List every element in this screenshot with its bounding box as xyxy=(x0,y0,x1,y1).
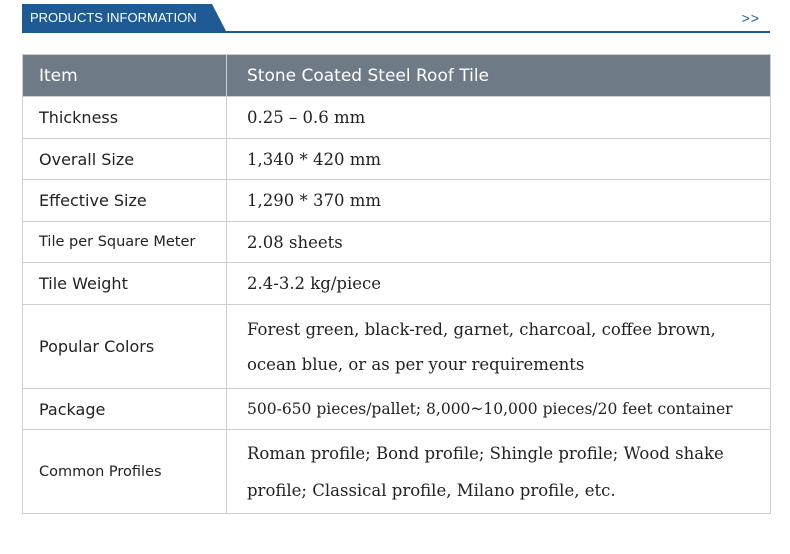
row-value: 500-650 pieces/pallet; 8,000~10,000 pieces/20 feet container xyxy=(227,389,771,430)
table-row xyxy=(23,263,771,305)
product-spec-table xyxy=(22,54,771,514)
more-link[interactable]: >> xyxy=(741,10,760,26)
row-value: 2.08 sheets xyxy=(227,222,771,263)
row-label: Popular Colors xyxy=(23,305,227,389)
row-value: 1,340 * 420 mm xyxy=(227,139,771,180)
table-header-row xyxy=(23,55,771,97)
table-row xyxy=(23,180,771,222)
row-label: Common Profiles xyxy=(23,430,227,514)
row-value: 2.4-3.2 kg/piece xyxy=(227,263,771,305)
column-header-item: Item xyxy=(23,55,227,97)
row-value: Roman profile; Bond profile; Shingle profile; Wood shake profile; Classical profile, Milano profile, etc. xyxy=(227,430,771,514)
table-row xyxy=(23,222,771,263)
column-header-product: Stone Coated Steel Roof Tile xyxy=(227,55,771,97)
row-value: 0.25 – 0.6 mm xyxy=(227,97,771,139)
row-value: 1,290 * 370 mm xyxy=(227,180,771,222)
table-row xyxy=(23,430,771,514)
row-label: Effective Size xyxy=(23,180,227,222)
row-label: Overall Size xyxy=(23,139,227,180)
table-row xyxy=(23,139,771,180)
row-label: Tile per Square Meter xyxy=(23,222,227,263)
row-label: Tile Weight xyxy=(23,263,227,305)
section-title-tab-slant xyxy=(212,4,226,31)
section-title-tab: PRODUCTS INFORMATION xyxy=(22,4,212,31)
row-value: Forest green, black-red, garnet, charcoal, coffee brown, ocean blue, or as per your requirements xyxy=(227,305,771,389)
header-divider xyxy=(22,31,770,33)
products-information-header xyxy=(22,0,770,34)
table-row xyxy=(23,305,771,389)
table-row xyxy=(23,389,771,430)
table-row xyxy=(23,97,771,139)
row-label: Thickness xyxy=(23,97,227,139)
row-label: Package xyxy=(23,389,227,430)
